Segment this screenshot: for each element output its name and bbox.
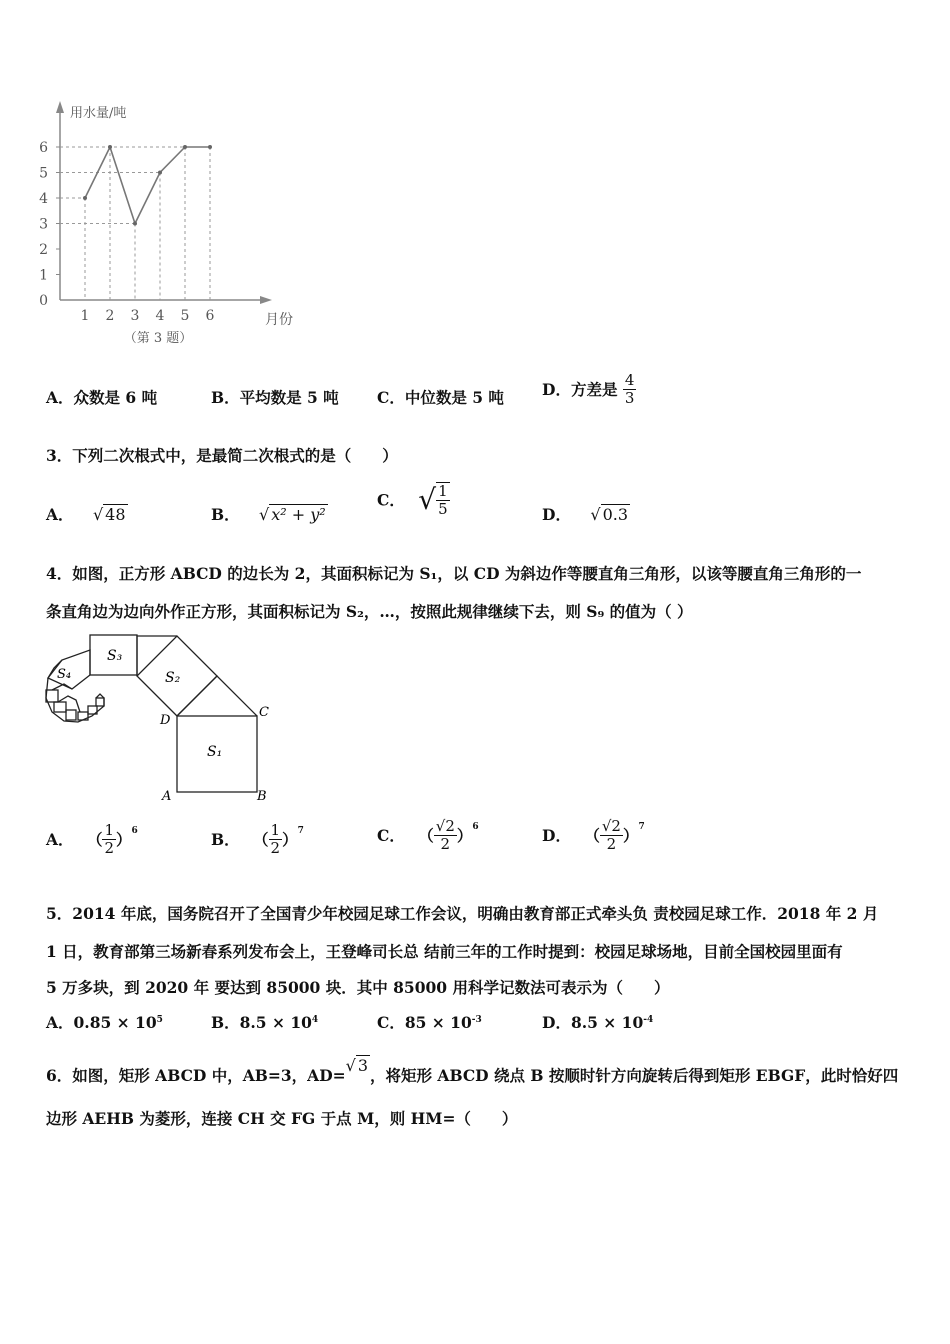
q2-option-d: D．方差是 $\frac{4}{3}$ — [542, 371, 635, 407]
y-tick-label: 6 — [39, 140, 48, 156]
x-tick-label: 1 — [80, 308, 90, 324]
q5-option-d: D．$8.5 \times 10^{-4}$ — [542, 1013, 654, 1032]
data-point — [133, 222, 137, 226]
y-tick-label: 5 — [39, 165, 48, 182]
label-s4: S₄ — [57, 667, 72, 682]
q5-line-3: 5 万多块，到 2020 年 要达到 85000 块．其中 85000 用科学记数法可表示为（ ） — [46, 978, 670, 997]
label-a: A — [162, 789, 172, 804]
y-tick-label: 1 — [39, 267, 48, 284]
q4-option-d: D． （ $\frac{√2}{2}$ ）$^7$ — [542, 817, 645, 853]
q4-option-b: B． （ $\frac{1}{2}$ ）$^7$ — [211, 821, 304, 857]
chart-caption: （第 3 题） — [123, 331, 193, 346]
q4-square-spiral-figure — [40, 628, 280, 808]
q2-option-b: B．平均数是 5 吨 — [211, 388, 339, 407]
series-line — [85, 147, 210, 224]
label-d: D — [160, 713, 171, 728]
data-point — [208, 145, 212, 149]
data-point — [83, 196, 87, 200]
data-point — [108, 145, 112, 149]
label-s2: S₂ — [165, 670, 181, 686]
q2-option-c: C．中位数是 5 吨 — [377, 388, 504, 407]
label-b: B — [257, 789, 267, 804]
q3-stem: 3．下列二次根式中，是最简二次根式的是（ ） — [46, 446, 398, 465]
q5-line-2: 1 日，教育部第三场新春系列发布会上，王登峰司长总 结前三年的工作时提到：校园足球场地，目前全国校园里面有 — [46, 942, 843, 961]
fraction: $\frac{4}{3}$ — [624, 371, 635, 407]
q4-option-c: C． （ $\frac{√2}{2}$ ）$^6$ — [377, 817, 479, 853]
q3-option-d: D． √ 0.3 — [542, 505, 629, 524]
y-axis-label: 用水量/吨 — [70, 106, 127, 121]
q3-option-b: B． √ x² + y² — [211, 505, 326, 524]
q5-option-b: B．$8.5 \times 10^4$ — [211, 1013, 319, 1032]
q2-option-a: A．众数是 6 吨 — [46, 388, 158, 407]
x-tick-label: 4 — [155, 308, 165, 324]
y-axis-arrow — [56, 101, 64, 113]
water-usage-chart — [30, 95, 293, 355]
y-tick-label: 3 — [39, 216, 48, 233]
x-tick-label: 5 — [180, 308, 190, 324]
q3-option-c: C． √ $\frac{1}{5}$ — [377, 482, 448, 518]
data-point — [183, 145, 187, 149]
label-s3: S₃ — [107, 648, 123, 664]
label-s1: S₁ — [207, 744, 223, 760]
data-point — [158, 171, 162, 175]
q5-option-a: A．$0.85 \times 10^5$ — [46, 1013, 163, 1032]
x-axis-label: 月份 — [265, 312, 293, 328]
x-tick-label: 2 — [105, 308, 115, 324]
q6-line-2: 边形 AEHB 为菱形，连接 CH 交 FG 于点 M，则 HM=（ ） — [46, 1109, 518, 1128]
x-axis-arrow — [260, 296, 272, 304]
label-c: C — [259, 705, 269, 720]
q3-option-a: A． √ 48 — [46, 505, 126, 524]
y-tick-label: 0 — [39, 293, 48, 309]
x-tick-label: 6 — [205, 308, 215, 324]
y-tick-label: 4 — [39, 191, 48, 207]
q6-line-1: 6．如图，矩形 ABCD 中，AB=3，AD=√ 3，将矩形 ABCD 绕点 B 按顺时针方向旋转后得到矩形 EBGF，此时恰好四 — [46, 1056, 899, 1085]
y-tick-label: 2 — [39, 242, 48, 258]
q5-line-1: 5．2014 年底，国务院召开了全国青少年校园足球工作会议，明确由教育部正式牵头负 责校园足球工作．2018 年 2 月 — [46, 904, 879, 923]
x-tick-label: 3 — [130, 308, 140, 324]
q4-line-2: 条直角边为边向外作正方形，其面积标记为 S₂，…，按照此规律继续下去，则 S₉ 的值为（ ） — [46, 602, 693, 621]
q4-line-1: 4．如图，正方形 ABCD 的边长为 2，其面积标记为 S₁，以 CD 为斜边作等腰直角三角形，以该等腰直角三角形的一 — [46, 564, 862, 583]
q4-option-a: A． （ $\frac{1}{2}$ ）$^6$ — [46, 821, 138, 857]
q5-option-c: C．$85 \times 10^{-3}$ — [377, 1013, 482, 1032]
